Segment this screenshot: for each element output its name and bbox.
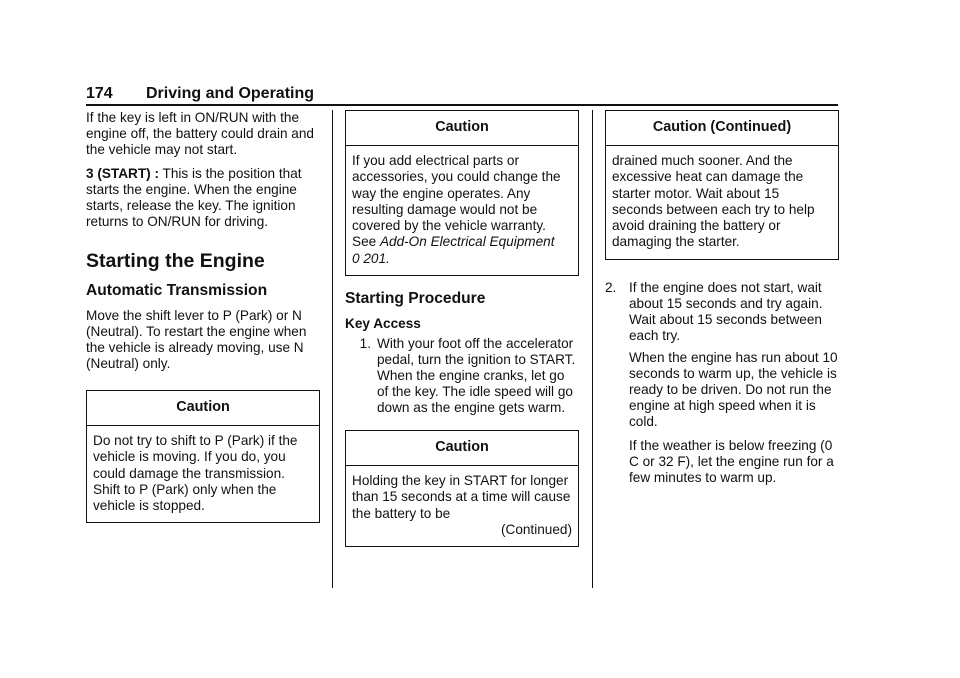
caution-title: Caution <box>346 111 578 146</box>
caution-title: Caution <box>346 431 578 466</box>
column-right <box>605 110 839 494</box>
caution-body-text: Holding the key in START for longer than 15 seconds at a time will cause the battery to be <box>352 473 571 521</box>
column-middle <box>345 110 579 561</box>
step-text: With your foot off the accelerator pedal, turn the ignition to START. When the engine cranks, let go of the key. The idle speed will go down as the engine gets warm. <box>377 336 576 416</box>
caution-body-text: If you add electrical parts or accessories, you could change the way the engine operates. Any resulting damage would not be covered by the vehicle warranty. See <box>352 153 561 250</box>
caution-title: Caution (Continued) <box>606 111 838 146</box>
list-item <box>605 280 839 344</box>
subsection-heading: Automatic Transmission <box>86 282 268 299</box>
caution-box <box>345 110 579 276</box>
page-reference[interactable]: 0 201. <box>352 250 390 266</box>
page-header <box>86 80 838 106</box>
step-text: If the engine does not start, wait about 15 seconds and try again. Wait about 15 seconds between each try. <box>629 279 823 343</box>
page-number: 174 <box>86 85 113 102</box>
paragraph: Move the shift lever to P (Park) or N (Neutral). To restart the engine when the vehicle is already moving, use N (Neutral) only. <box>86 308 307 371</box>
column-divider <box>332 110 333 588</box>
header-rule <box>86 104 838 106</box>
section-heading: Starting the Engine <box>86 250 265 272</box>
column-left <box>86 110 320 537</box>
section-heading: Starting Procedure <box>345 290 486 308</box>
column-divider <box>592 110 593 588</box>
caution-text: Do not try to shift to P (Park) if the vehicle is moving. If you do, you could damage the transmission. Shift to P (Park) only when the vehicle is stopped. <box>93 433 298 514</box>
paragraph: When the engine has run about 10 seconds to warm up, the vehicle is ready to be driven. Do not run the engine at high speed when it is cold. <box>629 349 838 429</box>
caution-text <box>346 466 578 546</box>
caution-box <box>86 390 320 523</box>
caution-box <box>345 430 579 547</box>
term-label: 3 (START) : <box>86 166 159 181</box>
step-number: 1. <box>359 336 371 352</box>
list-item <box>345 336 579 416</box>
paragraph <box>86 166 320 230</box>
continued-label: (Continued) <box>500 521 572 537</box>
section-title: Driving and Operating <box>146 85 315 102</box>
caution-box <box>605 110 839 260</box>
step-number: 2. <box>605 279 617 295</box>
subsection-heading: Key Access <box>345 316 421 332</box>
caution-text: drained much sooner. And the excessive heat can damage the starter motor. Wait about 15 seconds between each try to help avoid draining the battery or damaging the starter. <box>612 153 815 250</box>
caution-text <box>346 146 578 275</box>
paragraph: If the key is left in ON/RUN with the engine off, the battery could drain and the vehicle may not start. <box>86 110 314 157</box>
paragraph: If the weather is below freezing (0 C or 32 F), let the engine run for a few minutes to warm up. <box>629 437 834 485</box>
caution-title: Caution <box>87 391 319 426</box>
cross-reference[interactable]: Add-On Electrical Equipment <box>379 234 555 250</box>
term-text: This is the position that starts the engine. When the engine starts, release the key. The ignition returns to ON/RUN for driving. <box>86 166 302 229</box>
